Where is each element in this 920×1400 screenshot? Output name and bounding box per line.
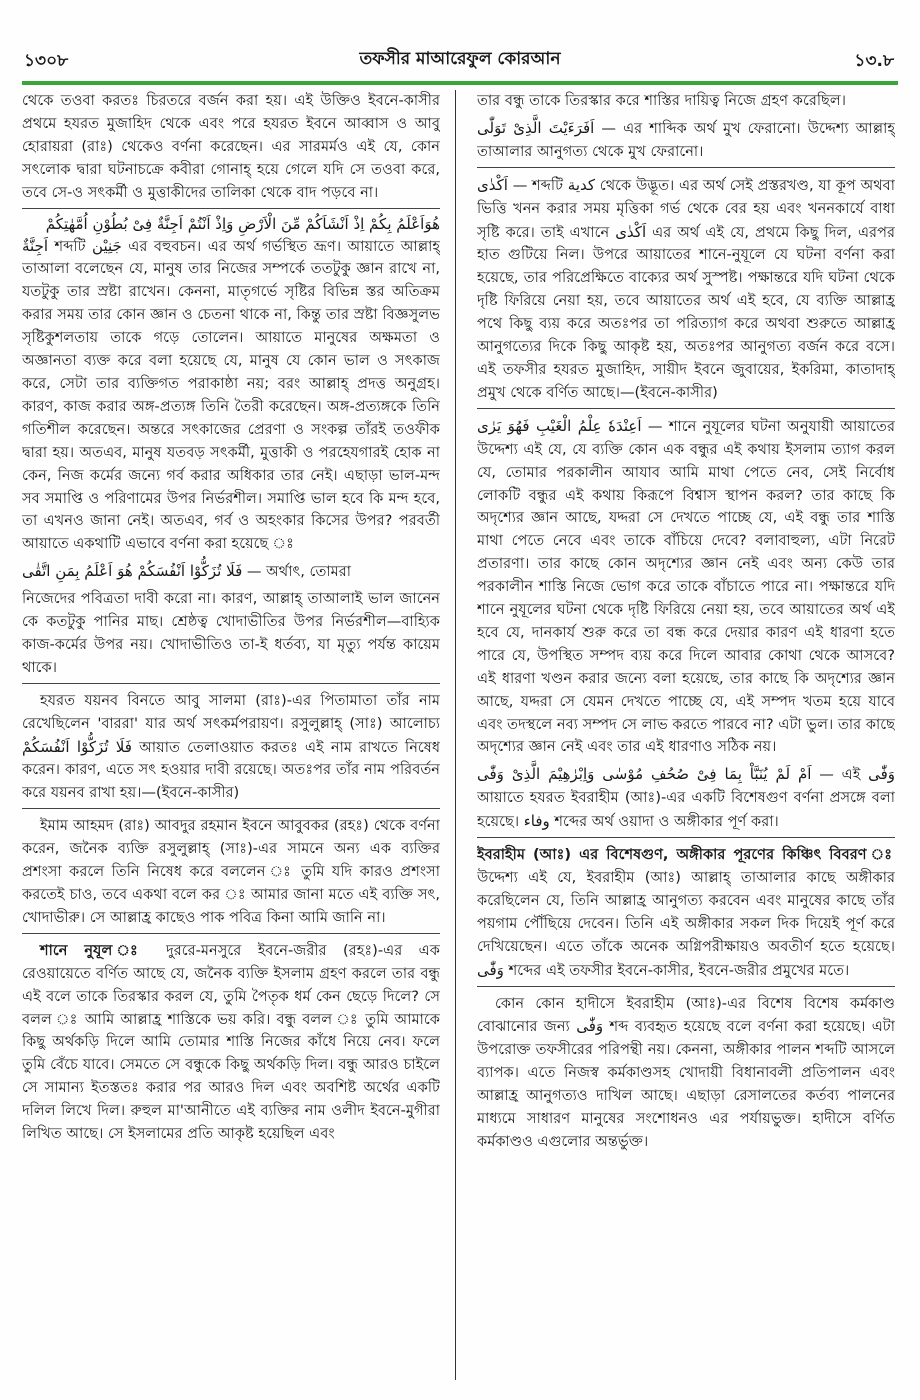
paragraph xyxy=(477,993,895,1154)
paragraph xyxy=(477,763,895,838)
paragraph-text: থেকে উদ্ভূত। এর অর্থ সেই প্রস্তরখণ্ড, যা কূপ অথবা ভিত্তি খনন করার সময় মৃত্তিকা গর্ভ থেকে বের হয় এবং খননকার্যে বাধা সৃষ্টি করে। তাই এখানে xyxy=(477,176,895,241)
paragraph-text: কোন কোন হাদীসে ইবরাহীম (আঃ)-এর বিশেষ বিশেষ কর্মকাণ্ড বোঝানোর জন্য xyxy=(477,994,895,1036)
running-title: তফসীর মাআরেফুল কোরআন xyxy=(359,49,561,69)
arabic-word: اَكْدٰى xyxy=(477,175,508,194)
page-number-left: ১৩০৮ xyxy=(24,51,69,71)
paragraph-text: হযরত যয়নব বিনতে আবু সালমা (রাঃ)-এর পিতামাতা তাঁর নাম রেখেছিলেন 'বাররা' যার অর্থ সৎকর্মপরায়ণ। রসুলুল্লাহ্ (সাঃ) আলোচ্য xyxy=(22,691,440,732)
arabic-word: اَجِنَّةٌ xyxy=(22,236,49,255)
paragraph-text: আয়াতের উদ্দেশ্য এই যে, যে ব্যক্তি কোন এক বন্ধুর এই কথায় ইসলাম ত্যাগ করল যে, তোমার পরকালীন আযাব আমি মাথা পেতে নেব, সেই নির্বোধ লোকটি বন্ধুর এই কথায় কিরূপে বিশ্বাস স্থাপন করল? তার কাছে কি অদৃশ্যের জ্ঞান আছে, যদ্দরা সে দেখতে পাচ্ছে যে, এই বন্ধু তার শাস্তি মাথা পেতে নেবে এবং তাকে বাঁচিয়ে দেবে? বলাবাহুল্য, এটা নিরেট প্রতারণা। তার কাছে কোন অদৃশ্যের জ্ঞান নেই এবং অন্য কেউ তার পরকালীন শাস্তি নিজে ভোগ করে তাকে বাঁচাতে পারে না। পক্ষান্তরে যদি শানে নুযূলের ঘটনা থেকে দৃষ্টি ফিরিয়ে নেয়া হয়, তবে আয়াতের অর্থ এই হবে যে, দানকার্য শুরু করে তা বন্ধ করে দেয়ার কারণ এই ধারণা হতে পারে যে, উপস্থিত সম্পদ ব্যয় করে দিলে আবার কোথা থেকে আসবে? এই ধারণা খণ্ডন করার জন্যে বলা হয়েছে, তার কাছে কি অদৃশ্যের জ্ঞান আছে, যদ্দরা সে যেমন দেখতে পাচ্ছে যে, এই সম্পদ খতম হয়ে যাবে এবং তদস্থলে নব্য সম্পদ সে লাভ করতে পারবে না? এটা ভুল। তার কাছে অদৃশ্যের জ্ঞান নেই এবং তার এই ধারণাও সঠিক নয়। xyxy=(477,417,895,756)
arabic-verse: اَمْ لَمْ يُنَبَّاْ بِمَا فِىْ صُحُفِ مُوْسٰى وَاِبْرٰهِيْمَ الَّذِىْ وَفّٰى xyxy=(477,765,812,784)
paragraph xyxy=(477,415,895,760)
left-column xyxy=(22,90,440,1380)
arabic-word: اَكْدٰى xyxy=(615,222,647,241)
paragraph xyxy=(477,117,895,168)
arabic-verse: فَلَا تُزَكُّوْا اَنْفُسَكُمْ هُوَ اَعْلَمُ بِمَنِ اتَّقٰى xyxy=(22,562,243,581)
paragraph: ইমাম আহমদ (রাঃ) আবদুর রহমান ইবনে আবুবকর (রহঃ) থেকে বর্ণনা করেন, জনৈক ব্যক্তি রসুলুল্লাহ্ (সাঃ)-এর সামনে অন্য এক ব্যক্তির প্রশংসা করলে তিনি নিষেধ করে বললেন ঃ তুমি যদি কারও প্রশংসা করতেই চাও, তবে একথা বলে কর ঃ আমার জানা মতে এই ব্যক্তি সৎ, খোদাভীরু। সে আল্লাহ্র কাছেও পাক পবিত্র কিনা আমি জানি না। xyxy=(22,815,440,934)
section-lead: ইবরাহীম (আঃ) এর বিশেষগুণ, অঙ্গীকার পূরণের কিঞ্চিৎ বিবরণ ঃ xyxy=(477,846,895,864)
paragraph-text: দুররে-মনসুরে ইবনে-জরীর (রহঃ)-এর এক রেওয়ায়েতে বর্ণিত আছে যে, জনৈক ব্যক্তি ইসলাম গ্রহণ করলে তার বন্ধু এই বলে তাকে তিরস্কার করল যে, তুমি পৈতৃক ধর্ম কেন ছেড়ে দিলে? সে বলল ঃ আমি আল্লাহ্র শাস্তিকে ভয় করি। বন্ধু বলল ঃ তুমি আমাকে কিছু অর্থকড়ি দিলে আমি তোমার শাস্তি নিজের কাঁধে নিয়ে নেব। ফলে তুমি বেঁচে যাবে। সেমতে সে বন্ধুকে কিছু অর্থকড়ি দিল। বন্ধু আরও চাইলে সে সামান্য ইতস্ততঃ করার পর আরও দিল এবং অবশিষ্ট অর্থের একটি দলিল লিখে দিল। রুহুল মা'আনীতে এই ব্যক্তির নাম ওলীদ ইবনে-মুগীরা লিখিত আছে। সে ইসলামের প্রতি আকৃষ্ট হয়েছিল এবং xyxy=(22,941,440,1143)
arabic-verse: اَعِنْدَهٗ عِلْمُ الْغَيْبِ فَهُوَ يَرٰى xyxy=(477,416,642,435)
paragraph: থেকে তওবা করতঃ চিরতরে বর্জন করা হয়। এই উক্তিও ইবনে-কাসীর প্রথমে হযরত মুজাহিদ থেকে এবং পরে হযরত ইবনে আব্বাস ও আবু হোরায়রা (রাঃ) থেকেও বর্ণনা করেছেন। এর সারমর্মও এই যে, কোন সৎলোক দ্বারা ঘটনাচক্রে কবীরা গোনাহ্ হয়ে গেলে যদি সে তওবা করে, তবে সে-ও সৎকর্মী ও মুত্তাকীদের তালিকা থেকে বাদ পড়বে না। xyxy=(22,90,440,209)
paragraph: তার বন্ধু তাকে তিরস্কার করে শাস্তির দায়িত্ব নিজে গ্রহণ করেছিল। xyxy=(477,92,846,109)
paragraph-text: শব্দের এই তফসীর ইবনে-কাসীর, ইবনে-জরীর প্রমুখের মতে। xyxy=(508,961,850,979)
column-divider xyxy=(455,90,456,1380)
paragraph xyxy=(22,690,440,810)
arabic-verse: اَفَرَءَيْتَ الَّذِىْ تَوَلّٰى xyxy=(477,118,595,137)
page-header xyxy=(0,40,920,80)
paragraph xyxy=(477,844,895,986)
paragraph xyxy=(22,940,440,1146)
paragraph-text: এর অর্থ এই যে, প্রথমে কিছু দিল, এরপর হাত গুটিয়ে নিল। উপরে আয়াতের শানে-নুযূলে যে ঘটনা বর্ণনা করা হয়েছে, তার পরিপ্রেক্ষিতে বাক্যের অর্থ সুস্পষ্ট। পক্ষান্তরে যদি ঘটনা থেকে দৃষ্টি ফিরিয়ে নেয়া হয়, তবে আয়াতের অর্থ এই হবে, যে ব্যক্তি আল্লাহ্র পথে কিছু ব্যয় করে অতঃপর তা পরিত্যাগ করে অথবা শুরুতে আল্লাহ্র আনুগত্যের দিকে কিছু আকৃষ্ট হয়, অতঃপর আনুগত্য বর্জন করে বসে। এই তফসীর হযরত মুজাহিদ, সায়ীদ ইবনে জুবায়ের, ইকরিমা, কাতাদাহ্ প্রমুখ থেকে বর্ণিত আছে।—(ইবনে-কাসীর) xyxy=(477,223,895,401)
arabic-word: وفاء xyxy=(523,812,550,831)
paragraph-text: আয়াত তেলাওয়াত করতঃ এই নাম রাখতে নিষেধ করেন। কারণ, এতে সৎ হওয়ার দাবী রয়েছে। অতঃপর তাঁর নাম পরিবর্তন করে যয়নব রাখা হয়।—(ইবনে-কাসীর) xyxy=(22,738,440,802)
paragraph xyxy=(22,235,440,557)
paragraph-text: শব্দের অর্থ ওয়াদা ও অঙ্গীকার পূর্ণ করা। xyxy=(554,813,779,831)
paragraph-text: শব্দটি xyxy=(54,237,86,255)
arabic-word: كدية xyxy=(567,175,596,194)
paragraph-text: — শানে নুযূলের ঘটনা অনুযায়ী xyxy=(647,417,834,435)
paragraph-text: — এর শাব্দিক অর্থ মুখ ফেরানো। উদ্দেশ্য আল্লাহ্ তাআলার আনুগত্য থেকে মুখ ফেরানো। xyxy=(477,119,895,160)
arabic-word: وَفّٰى xyxy=(576,1017,604,1036)
header-rule xyxy=(22,81,898,85)
page-number-right: ১৩.৮ xyxy=(854,51,894,71)
paragraph-text: আয়াতে হযরত ইবরাহীম (আঃ)-এর একটি বিশেষগুণ বর্ণনা প্রসঙ্গে বলা হয়েছে। xyxy=(477,789,895,831)
paragraph-text: — অর্থাৎ, তোমরা xyxy=(246,563,351,581)
arabic-verse: هُوَاَعْلَمُ بِكُمْ اِذْ اَنْشَاَكُمْ مِّنَ الْاَرْضِ وَاِذْ اَنْتُمْ اَجِنَّةٌ فِىْ بُطُوْنِ اُمَّهٰتِكُمْ xyxy=(45,214,440,233)
paragraph-text: এর বহুবচন। এর অর্থ গর্ভস্থিত ভ্রূণ। আয়াতে আল্লাহ্ তাআলা বলেছেন যে, মানুষ তার নিজের সম্পর্কে ততটুকু জ্ঞান রাখে না, যতটুকু তার স্রষ্টা রাখেন। কেননা, মাতৃগর্ভে সৃষ্টির বিভিন্ন স্তর অতিক্রম করার সময় তার কোন জ্ঞান ও চেতনা থাকে না, কিন্তু তার স্রষ্টা বিজ্ঞসুলভ সৃষ্টিকুশলতায় তাকে গড়ে তোলেন। আয়াতে মানুষের অক্ষমতা ও অজ্ঞানতা ব্যক্ত করে বলা হয়েছে যে, মানুষ যে কোন ভাল ও সৎকাজ করে, সেটা তার ব্যক্তিগত পরাকাষ্ঠা নয়; বরং আল্লাহ্ প্রদত্ত অনুগ্রহ। কারণ, কাজ করার অঙ্গ-প্রত্যঙ্গ তিনি তৈরী করেছেন। অঙ্গ-প্রত্যঙ্গকে তিনি গতিশীল করেছেন। অন্তরে সৎকাজের প্রেরণা ও সংকল্প তাঁরই তওফীক দ্বারা হয়। অতএব, মানুষ যতবড় সৎকর্মী, মুত্তাকী ও পরহেযগারই হোক না কেন, নিজ কর্মের জন্যে গর্ব করার অধিকার তার নেই। এছাড়া ভাল-মন্দ সব সমাপ্তি ও পরিণামের উপর নির্ভরশীল। সমাপ্তি ভাল হবে কি মন্দ হবে, তা এখনও জানা নেই। অতএব, গর্ব ও অহংকার কিসের উপর? পরবর্তী আয়াতে একথাটি এভাবে বর্ণনা করা হয়েছে ঃ xyxy=(22,237,440,553)
paragraph-text: উদ্দেশ্য এই যে, ইবরাহীম (আঃ) আল্লাহ্ তাআলার কাছে অঙ্গীকার করেছিলেন যে, তিনি আল্লাহ্র আনুগত্য করবেন এবং মানুষের কাছে তাঁর পয়গাম পৌঁছিয়ে দেবেন। তিনি এই অঙ্গীকার সকল দিক দিয়েই পূর্ণ করে দেখিয়েছেন। এতে তাঁকে অনেক অগ্নিপরীক্ষায়ও অবতীর্ণ হতে হয়েছে। xyxy=(477,869,895,955)
section-lead: শানে নুযূল ঃ xyxy=(40,941,150,959)
paragraph: নিজেদের পবিত্রতা দাবী করো না। কারণ, আল্লাহ্ তাআলাই ভাল জানেন কে কতটুকু পানির মাছ। শ্রেষ্ঠত্ব খোদাভীতির উপর নির্ভরশীল—বাহ্যিক কাজ-কর্মের উপর নয়। খোদাভীতিও তা-ই ধর্তব্য, যা মৃত্যু পর্যন্ত কায়েম থাকে। xyxy=(22,588,440,684)
arabic-word: وَفّٰى xyxy=(477,960,504,979)
right-column xyxy=(477,90,895,1380)
paragraph-text: — শব্দটি xyxy=(512,176,564,194)
arabic-verse: فَلَا تُزَكُّوْا اَنْفُسَكُمْ xyxy=(22,737,132,756)
paragraph-text: — এই xyxy=(819,766,861,784)
paragraph-text: শব্দ ব্যবহৃত হয়েছে বলে বর্ণনা করা হয়েছে। এটা উপরোক্ত তফসীরের পরিপন্থী নয়। কেননা, অঙ্গীকার পালন শব্দটি আসলে ব্যাপক। এতে নিজস্ব কর্মকাণ্ডসহ খোদায়ী বিধানাবলী প্রতিপালন এবং আল্লাহ্র আনুগত্যও দাখিল আছে। এছাড়া রেসালতের কর্তব্য পালনের মাধ্যমে সাধারণ মানুষের সংশোধনও এর পর্যায়ভুক্ত। হাদীসে বর্ণিত কর্মকাণ্ডও এগুলোর অন্তর্ভুক্ত। xyxy=(477,1018,895,1150)
paragraph xyxy=(477,174,895,409)
arabic-word: جَنِيْن xyxy=(92,236,122,255)
arabic-word: وَفّٰى xyxy=(868,765,895,784)
paragraph xyxy=(22,560,440,584)
